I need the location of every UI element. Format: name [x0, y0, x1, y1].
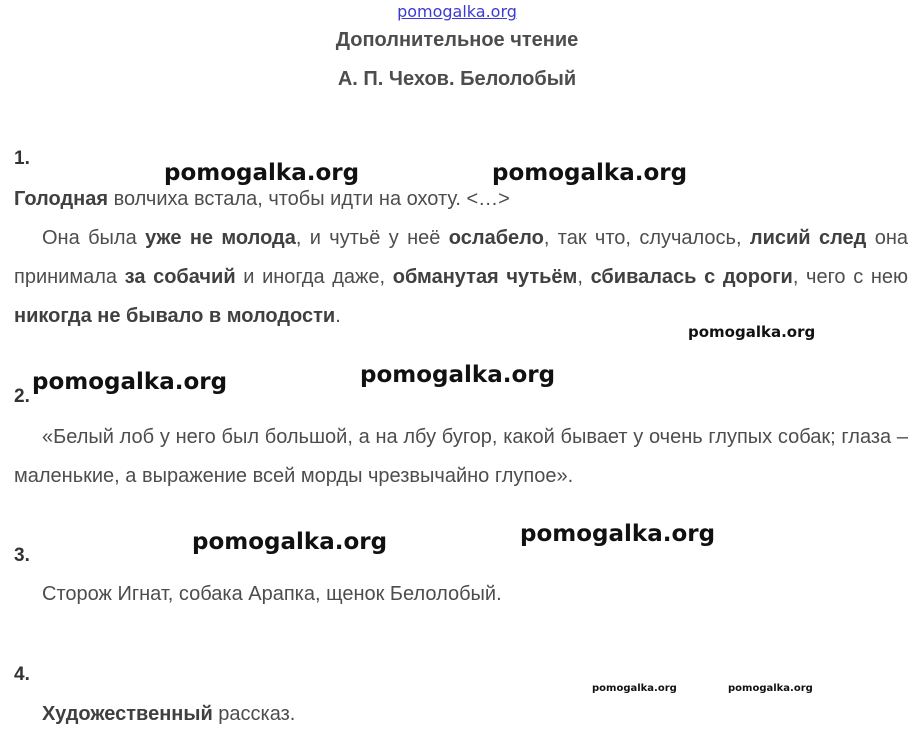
text-segment: . [335, 305, 341, 327]
bold-keyword: Голодная [14, 188, 109, 210]
bold-keyword: уже не молода [145, 227, 296, 249]
bold-keyword: Художественный [42, 703, 213, 725]
watermark: pomogalka.org [164, 160, 360, 186]
watermark: pomogalka.org [520, 521, 716, 547]
text-segment: , [577, 266, 591, 288]
text-segment: она принимала [14, 227, 908, 288]
bold-keyword: обманутая чутьём [392, 266, 578, 288]
bold-keyword: за собачий [124, 266, 236, 288]
watermark-top-link[interactable]: pomogalka.org [397, 2, 517, 21]
bold-keyword: ослабело [448, 227, 544, 249]
item-number-2: 2. [14, 386, 30, 407]
watermark: pomogalka.org [360, 362, 556, 388]
text-segment: Она была [42, 227, 146, 249]
item-number-3: 3. [14, 545, 30, 566]
bold-keyword: сбивалась с дороги [590, 266, 793, 288]
item-text-3 [14, 575, 908, 614]
text-segment: , так что, случалось, [543, 227, 750, 249]
item-text-4 [14, 695, 908, 734]
watermark: pomogalka.org [688, 323, 816, 341]
watermark: pomogalka.org [32, 369, 228, 395]
text-segment: , и чутьё у неё [295, 227, 449, 249]
item-text-1 [14, 180, 908, 336]
item-number-4: 4. [14, 664, 30, 685]
text-segment: и иногда даже, [235, 266, 393, 288]
bold-keyword: лисий след [749, 227, 867, 249]
text-segment: «Белый лоб у него был большой, а на лбу бугор, какой бывает у очень глупых собак; глаза – маленькие, а выражение всей морды чрезвычайно глупое». [14, 426, 908, 487]
item-text-2 [14, 418, 908, 496]
watermark: pomogalka.org [492, 160, 688, 186]
text-segment: Сторож Игнат, собака Арапка, щенок Белолобый. [42, 583, 502, 605]
watermark: pomogalka.org [592, 683, 677, 694]
text-segment: рассказ. [212, 703, 296, 725]
section-title: Дополнительное чтение [335, 29, 579, 51]
item-number-1: 1. [14, 148, 30, 169]
work-title: А. П. Чехов. Белолобый [337, 68, 577, 90]
watermark: pomogalka.org [728, 683, 813, 694]
watermark: pomogalka.org [192, 529, 388, 555]
text-segment: , чего с нею [792, 266, 908, 288]
bold-keyword: никогда не бывало в молодости [14, 305, 336, 327]
text-segment: волчиха встала, чтобы идти на охоту. <…> [108, 188, 510, 210]
